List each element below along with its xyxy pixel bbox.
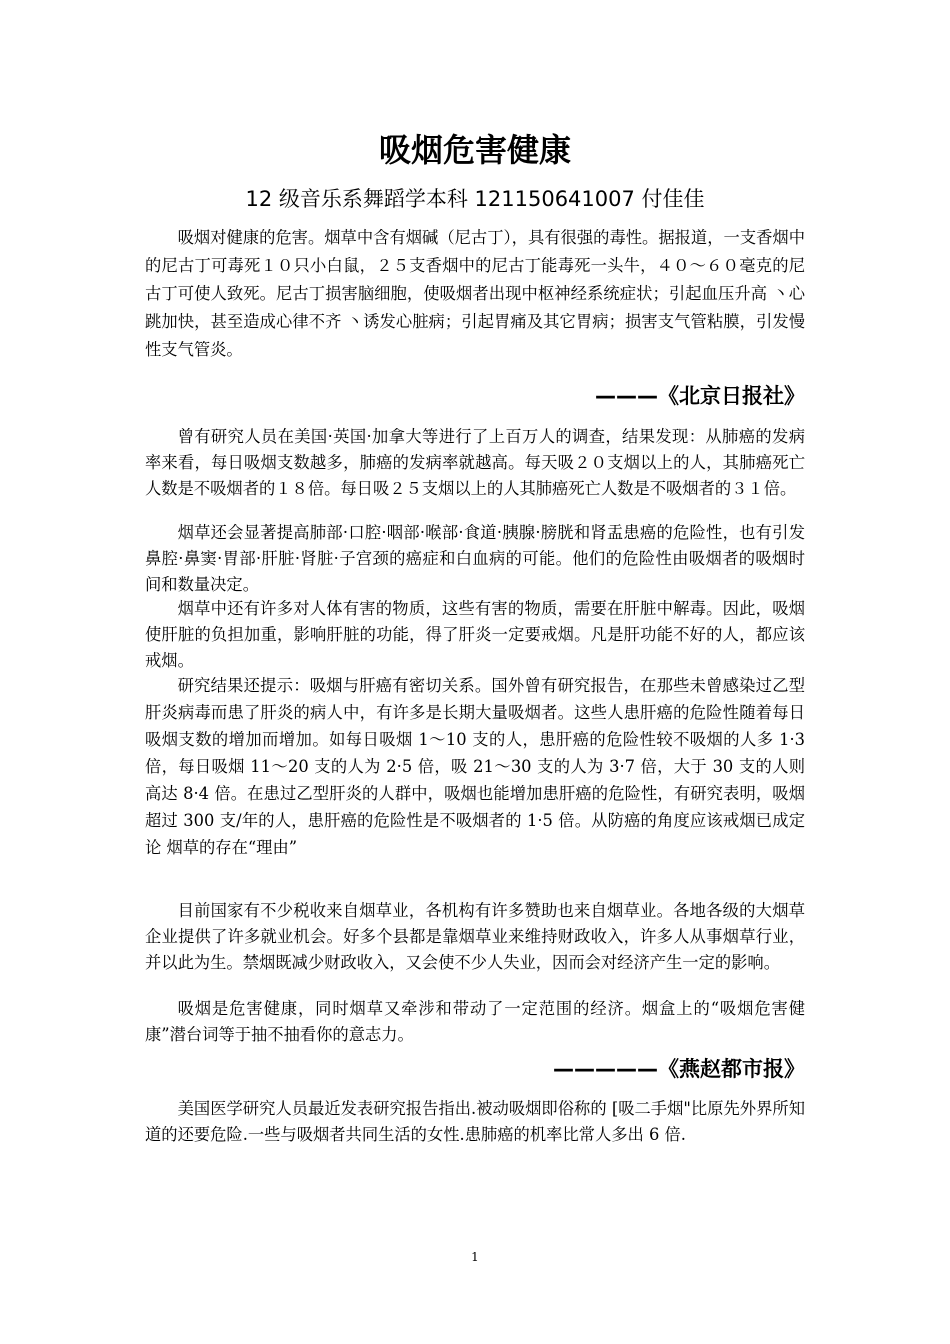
page-title: 吸烟危害健康 — [378, 131, 571, 169]
paragraph-2: 曾有研究人员在美国·英国·加拿大等进行了上百万人的调查，结果发现：从肺癌的发病率来看，每日吸烟支数越多，肺癌的发病率就越高。每天吸２０支烟以上的人，其肺癌死亡人数是不吸烟者的１８倍。每日吸２５支烟以上的人其肺癌死亡人数是不吸烟者的３１倍。 — [145, 427, 805, 498]
paragraph-6: 目前国家有不少税收来自烟草业，各机构有许多赞助也来自烟草业。各地各级的大烟草企业提供了许多就业机会。好多个县都是靠烟草业来维持财政收入，许多人从事烟草行业，并以此为生。禁烟既减少财政收入，又会使不少人失业，因而会对经济产生一定的影响。 — [145, 901, 805, 972]
paragraph-8: 美国医学研究人员最近发表研究报告指出.被动吸烟即俗称的 [吸二手烟"比原先外界所知道的还要危险.一些与吸烟者共同生活的女性.患肺癌的机率比常人多出 6 倍. — [145, 1099, 805, 1144]
paragraph-5: 研究结果还提示：吸烟与肝癌有密切关系。国外曾有研究报告，在那些未曾感染过乙型肝炎病毒而患了肝炎的病人中，有许多是长期大量吸烟者。这些人患肝癌的危险性随着每日吸烟支数的增加而增加。如每日吸烟 1～10 支的人，患肝癌的危险性较不吸烟的人多 1·3 倍，每日吸烟 11～20 支的人为 2·5 倍，吸 21～30 支的人为 3·7 倍，大于 30 支的人则高达 8·4 倍。在患过乙型肝炎的人群中，吸烟也能增加患肝癌的危险性，有研究表明，吸烟超过 300 支/年的人，患肝癌的危险性是不吸烟者的 1·5 倍。从防癌的角度应该戒烟已成定论 烟草的存在“理由” — [145, 676, 805, 857]
source-citation-beijing: ———《北京日报社》 — [595, 384, 805, 408]
author-line: 12 级音乐系舞蹈学本科 121150641007 付佳佳 — [245, 187, 705, 211]
paragraph-1: 吸烟对健康的危害。烟草中含有烟碱（尼古丁），具有很强的毒性。据报道，一支香烟中的尼古丁可毒死１０只小白鼠，２５支香烟中的尼古丁能毒死一头牛，４０～６０毫克的尼古丁可使人致死。尼古丁损害脑细胞，使吸烟者出现中枢神经系统症状；引起血压升高 丶心跳加快，甚至造成心律不齐 丶诱发心脏病；引起胃痛及其它胃病；损害支气管粘膜，引发慢性支气管炎。 — [145, 228, 805, 359]
page-number: 1 — [471, 1250, 479, 1264]
paragraph-4: 烟草中还有许多对人体有害的物质，这些有害的物质，需要在肝脏中解毒。因此，吸烟使肝脏的负担加重，影响肝脏的功能，得了肝炎一定要戒烟。凡是肝功能不好的人，都应该戒烟。 — [145, 599, 805, 670]
source-citation-yanzhao: —————《燕赵都市报》 — [553, 1057, 805, 1081]
paragraph-3: 烟草还会显著提高肺部·口腔·咽部·喉部·食道·胰腺·膀胱和肾盂患癌的危险性，也有引发鼻腔·鼻窦·胃部·肝脏·肾脏·子宫颈的癌症和白血病的可能。他们的危险性由吸烟者的吸烟时间和数量决定。 — [145, 523, 805, 594]
paragraph-7: 吸烟是危害健康，同时烟草又牵涉和带动了一定范围的经济。烟盒上的“吸烟危害健康”潜台词等于抽不抽看你的意志力。 — [145, 999, 805, 1044]
